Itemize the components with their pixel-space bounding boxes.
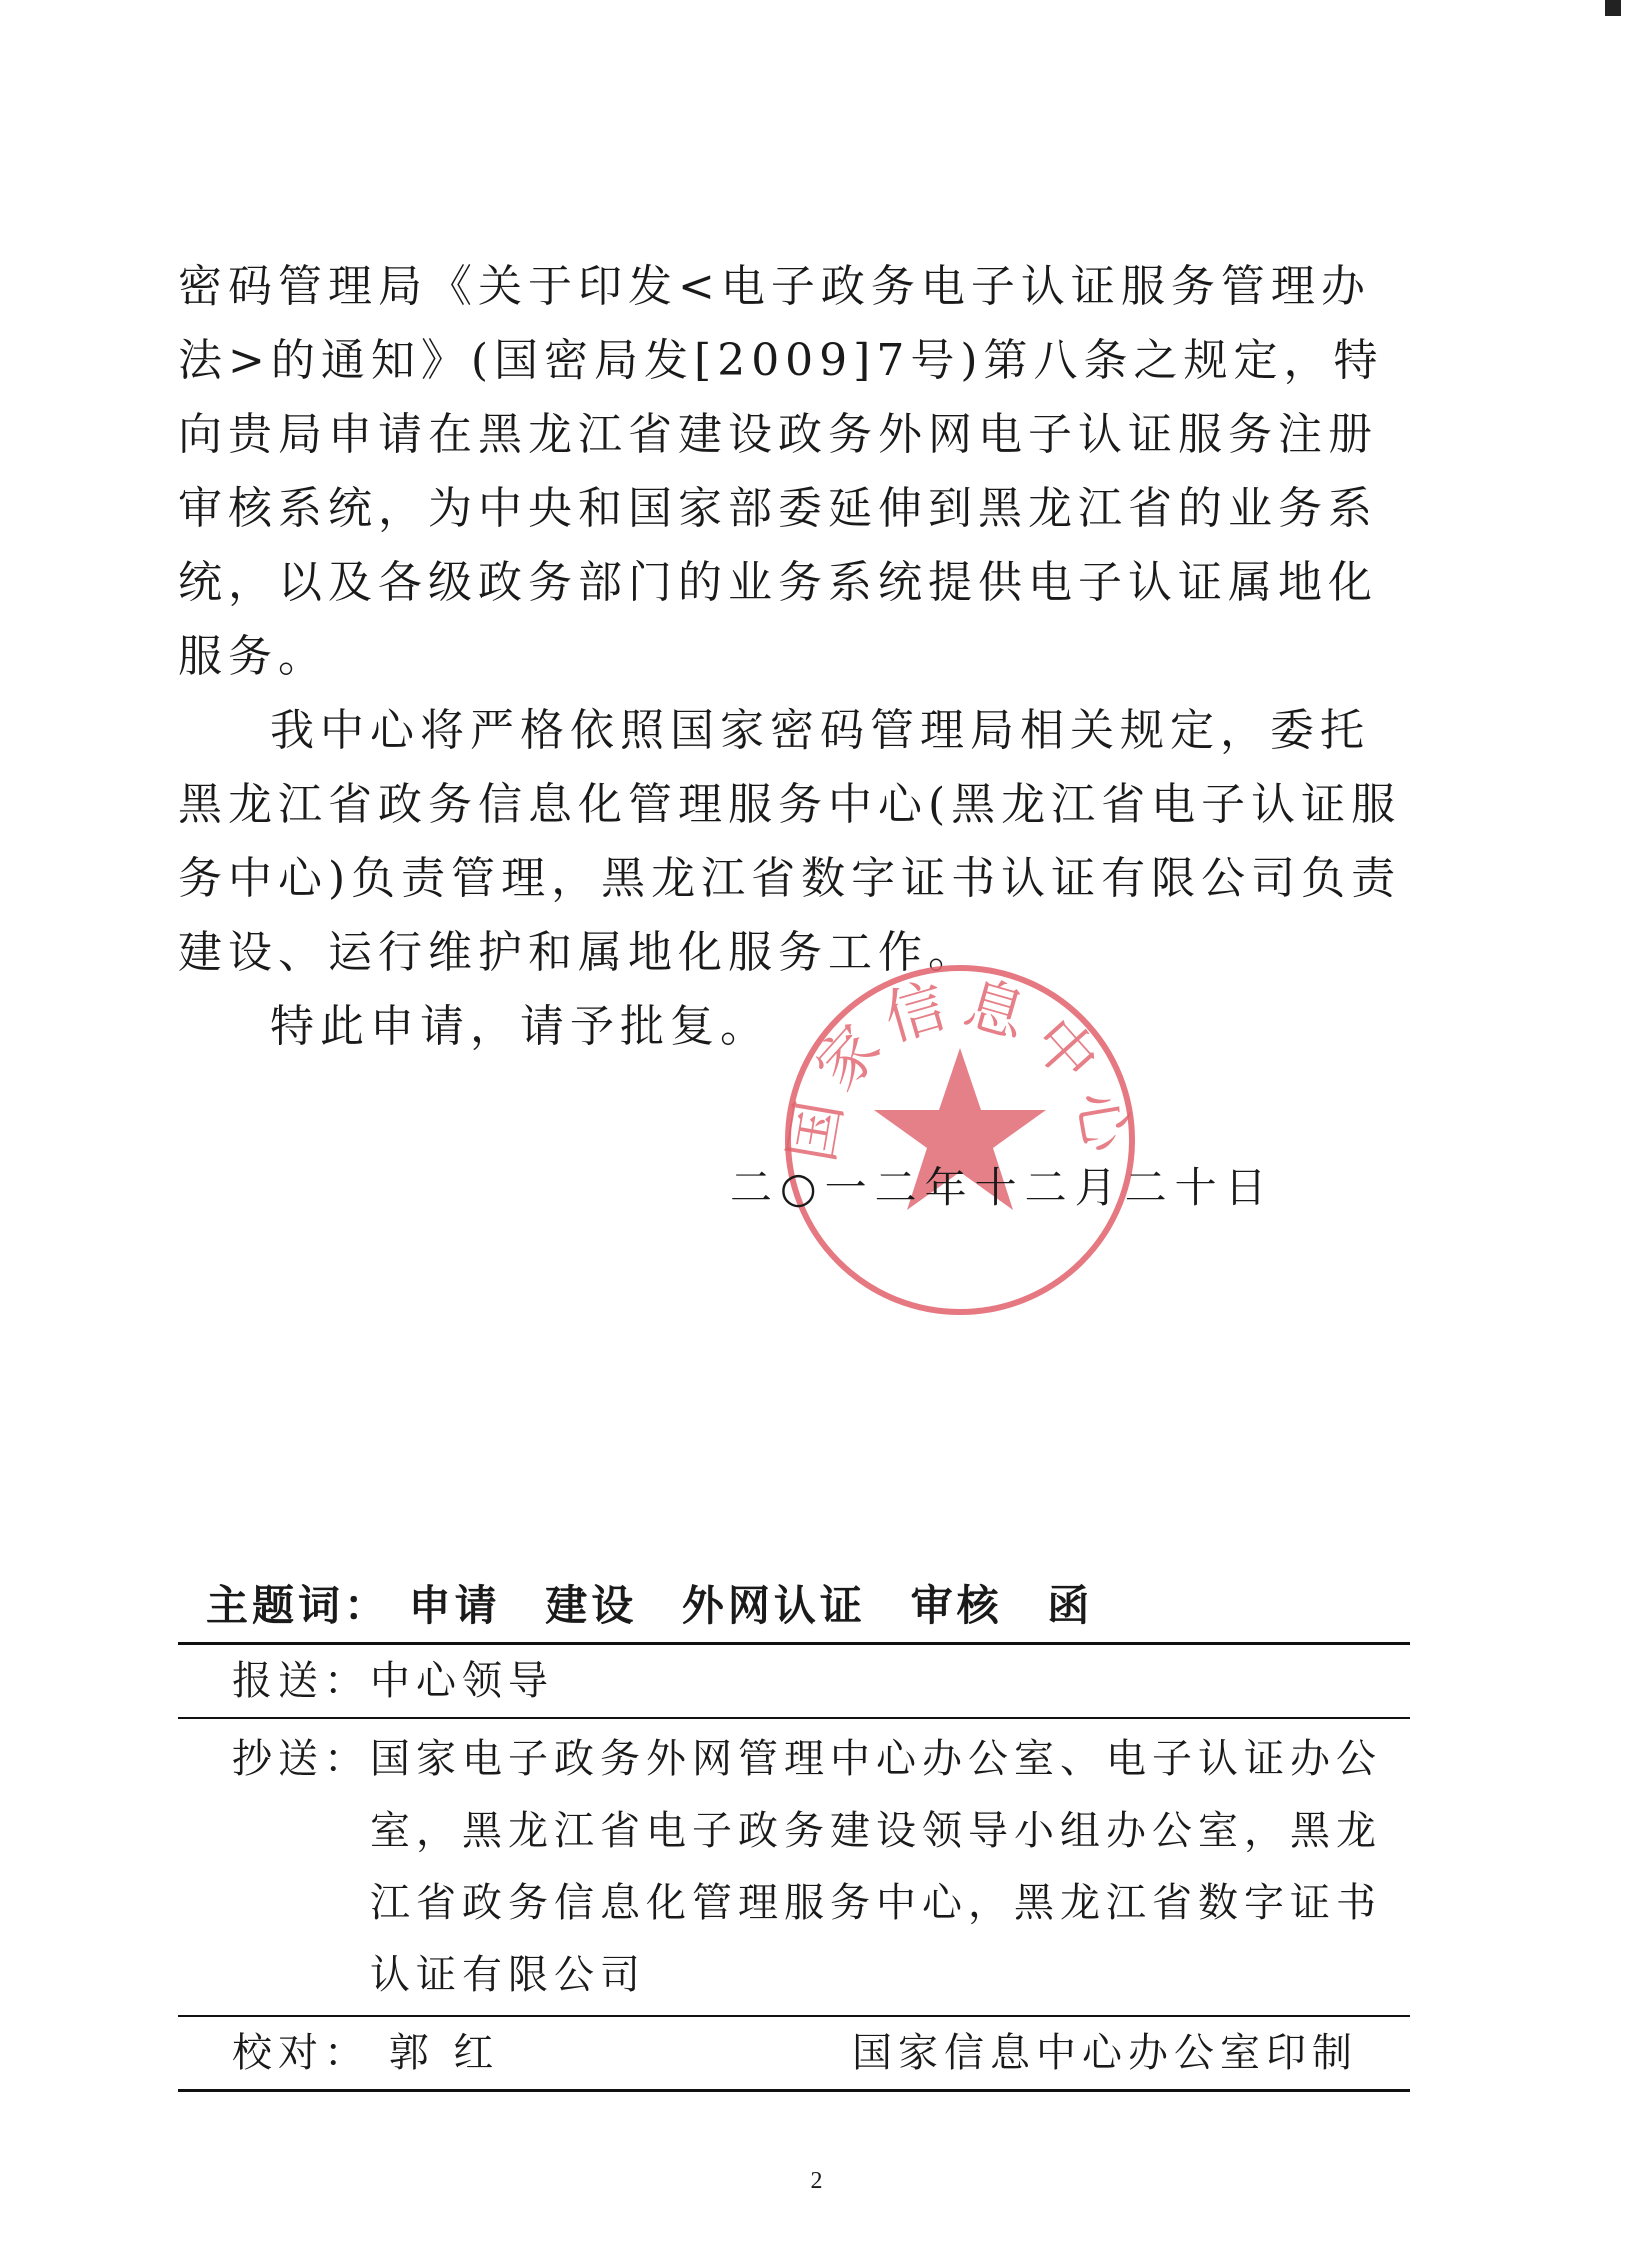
official-seal <box>770 950 1150 1330</box>
report-to-row <box>178 1645 1410 1717</box>
divider-line <box>178 2089 1410 2092</box>
keywords-label: 主题词： <box>206 1581 391 1630</box>
keyword: 审核 <box>910 1581 1003 1630</box>
keyword: 函 <box>1047 1581 1094 1630</box>
printer-name: 国家信息中心办公室印制 <box>852 2030 1358 2076</box>
body-paragraph-1: 密码管理局《关于印发<电子政务电子认证服务管理办法>的通知》(国密局发[2009]7号)第八条之规定，特向贵局申请在黑龙江省建设政务外网电子认证服务注册审核系统，为中央和国家部委延伸到黑龙江省的业务系统，以及各级政务部门的业务系统提供电子认证属地化服务。 <box>178 261 1384 682</box>
report-value: 中心领导 <box>370 1658 554 1704</box>
cc-row <box>178 1719 1410 2015</box>
keyword: 建设 <box>545 1581 638 1630</box>
proofread-value: 郭 红 <box>388 2030 500 2076</box>
body-paragraph-2: 我中心将严格依照国家密码管理局相关规定，委托黑龙江省政务信息化管理服务中心(黑龙江省电子认证服务中心)负责管理，黑龙江省数字证书认证有限公司负责建设、运行维护和属地化服务工作。 <box>178 705 1402 978</box>
page-number: 2 <box>810 2168 823 2194</box>
subject-keywords <box>178 1570 1410 1642</box>
cc-label: 抄送： <box>232 1736 370 1782</box>
body-text <box>178 250 1418 1064</box>
proofread-row <box>178 2017 1410 2089</box>
report-label: 报送： <box>232 1658 370 1704</box>
scan-corner-mark <box>1605 0 1621 16</box>
cc-value: 国家电子政务外网管理中心办公室、电子认证办公室，黑龙江省电子政务建设领导小组办公室，黑龙江省政务信息化管理服务中心，黑龙江省数字证书认证有限公司 <box>370 1736 1382 1998</box>
proofread-label: 校对： <box>232 2030 370 2076</box>
proofread-info <box>232 2017 499 2089</box>
keyword: 外网认证 <box>681 1581 866 1630</box>
body-paragraph-3: 特此申请，请予批复。 <box>270 1001 770 1052</box>
seal-text: 国家信息中心 <box>776 968 1144 1167</box>
document-footer <box>178 1570 1410 2092</box>
keyword: 申请 <box>408 1581 501 1630</box>
document-date: 二○一二年十二月二十日 <box>730 1163 1275 1212</box>
